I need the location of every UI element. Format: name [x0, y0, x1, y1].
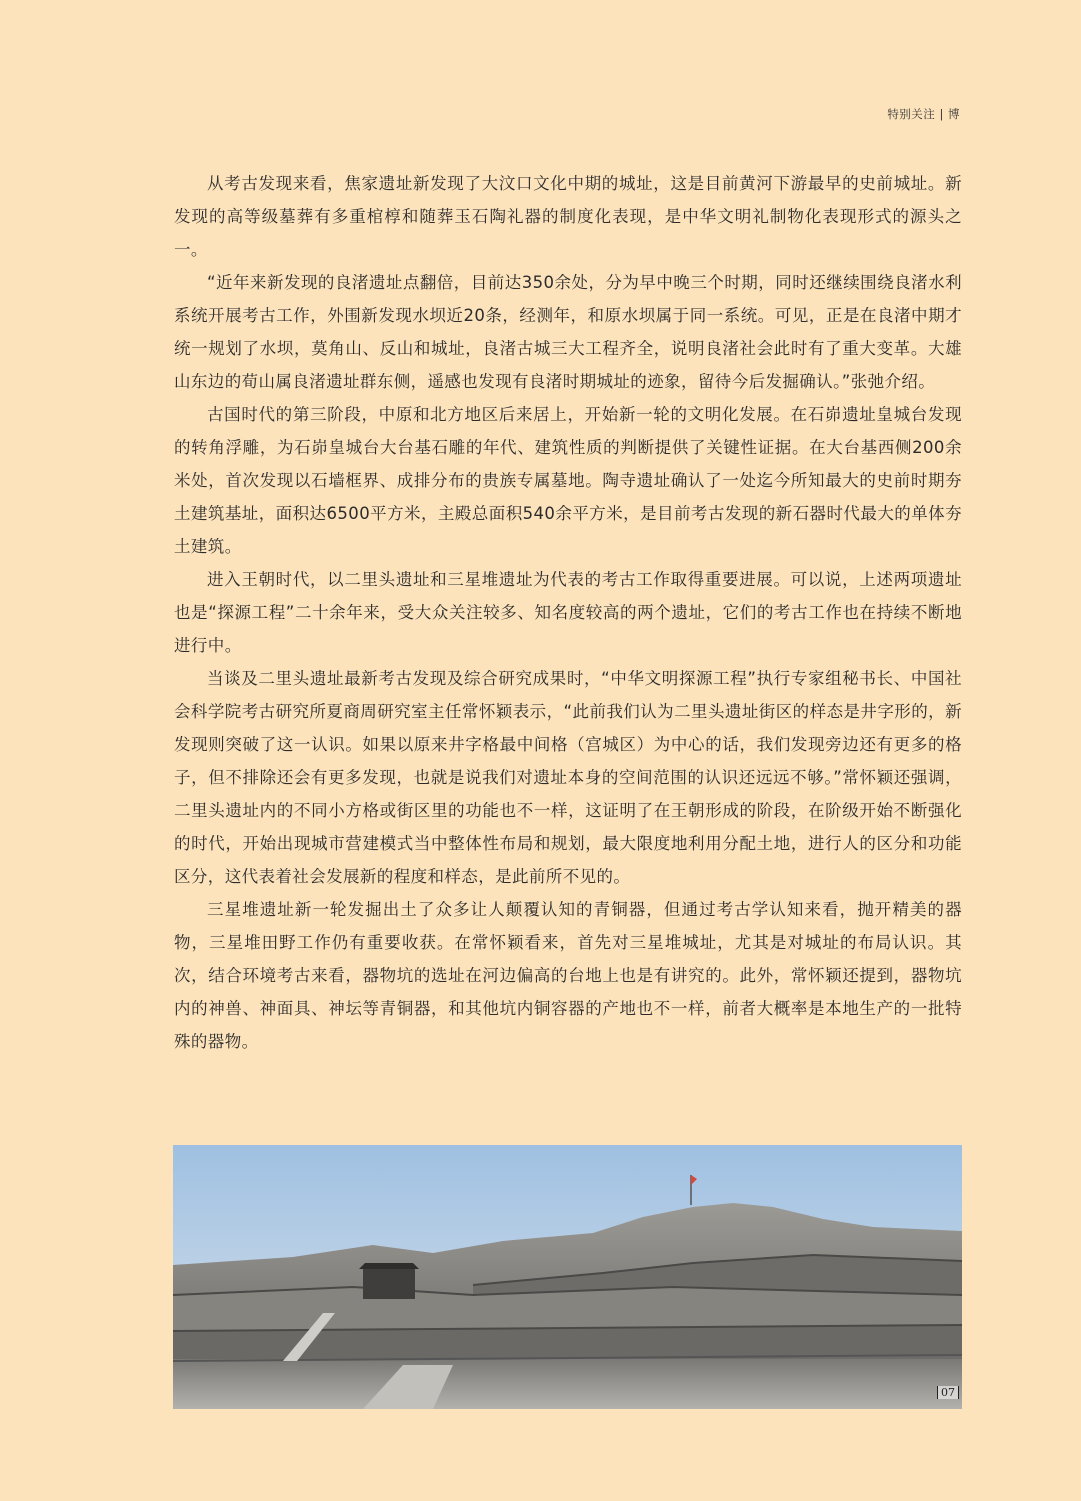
- archaeological-site-photo: [173, 1145, 962, 1409]
- paragraph: 三星堆遗址新一轮发掘出土了众多让人颠覆认知的青铜器，但通过考古学认知来看，抛开精美的器物，三星堆田野工作仍有重要收获。在常怀颖看来，首先对三星堆城址，尤其是对城址的布局认识。其次，结合环境考古来看，器物坑的选址在河边偏高的台地上也是有讲究的。此外，常怀颖还提到，器物坑内的神兽、神面具、神坛等青铜器，和其他坑内铜容器的产地也不一样，前者大概率是本地生产的一批特殊的器物。: [174, 900, 962, 1051]
- section-header: 特别关注 | 博: [887, 107, 960, 121]
- paragraph: 进入王朝时代，以二里头遗址和三星堆遗址为代表的考古工作取得重要进展。可以说，上述两项遗址也是“探源工程”二十余年来，受大众关注较多、知名度较高的两个遗址，它们的考古工作也在持续不断地进行中。: [174, 570, 962, 655]
- paragraph: 从考古发现来看，焦家遗址新发现了大汶口文化中期的城址，这是目前黄河下游最早的史前城址。新发现的高等级墓葬有多重棺椁和随葬玉石陶礼器的制度化表现，是中华文明礼制物化表现形式的源头之一。: [174, 174, 962, 259]
- page-number: 07: [937, 1386, 959, 1399]
- paragraph: 古国时代的第三阶段，中原和北方地区后来居上，开始新一轮的文明化发展。在石峁遗址皇城台发现的转角浮雕，为石峁皇城台大台基石雕的年代、建筑性质的判断提供了关键性证据。在大台基西侧200余米处，首次发现以石墙框界、成排分布的贵族专属墓地。陶寺遗址确认了一处迄今所知最大的史前时期夯土建筑基址，面积达6500平方米，主殿总面积540余平方米，是目前考古发现的新石器时代最大的单体夯土建筑。: [174, 405, 962, 556]
- paragraph: “近年来新发现的良渚遗址点翻倍，目前达350余处，分为早中晚三个时期，同时还继续围绕良渚水利系统开展考古工作，外围新发现水坝近20条，经测年，和原水坝属于同一系统。可见，正是在良渚中期才统一规划了水坝，莫角山、反山和城址，良渚古城三大工程齐全，说明良渚社会此时有了重大变革。大雄山东边的荀山属良渚遗址群东侧，遥感也发现有良渚时期城址的迹象，留待今后发掘确认。”张弛介绍。: [174, 273, 962, 391]
- article-body: [174, 167, 962, 1058]
- site-illustration: [173, 1145, 962, 1409]
- paragraph: 当谈及二里头遗址最新考古发现及综合研究成果时，“中华文明探源工程”执行专家组秘书长、中国社会科学院考古研究所夏商周研究室主任常怀颖表示，“此前我们认为二里头遗址街区的样态是井字形的，新发现则突破了这一认识。如果以原来井字格最中间格（宫城区）为中心的话，我们发现旁边还有更多的格子，但不排除还会有更多发现，也就是说我们对遗址本身的空间范围的认识还远远不够。”常怀颖还强调，二里头遗址内的不同小方格或街区里的功能也不一样，这证明了在王朝形成的阶段，在阶级开始不断强化的时代，开始出现城市营建模式当中整体性布局和规划，最大限度地利用分配土地，进行人的区分和功能区分，这代表着社会发展新的程度和样态，是此前所不见的。: [174, 669, 962, 886]
